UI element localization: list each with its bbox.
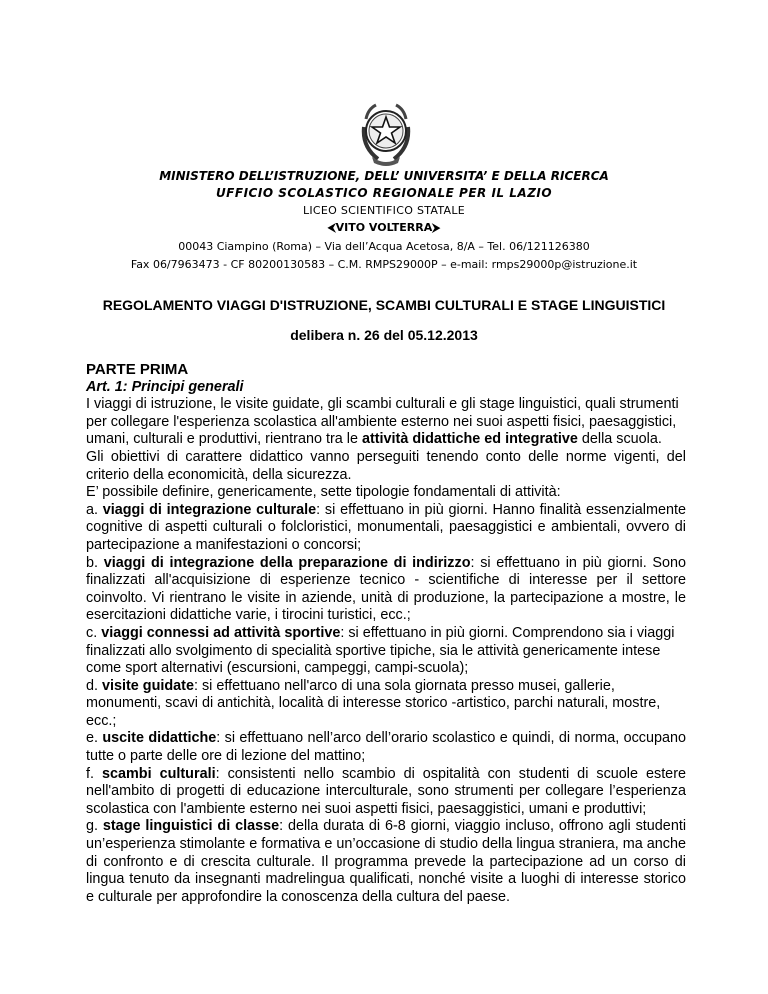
regional-office-line: UFFICIO SCOLASTICO REGIONALE PER IL LAZIO [215, 186, 553, 200]
ministry-line: MINISTERO DELL’ISTRUZIONE, DELL’ UNIVERSITA’ E DELLA RICERCA [159, 169, 609, 183]
right-angle-icon: ⮞ [432, 221, 441, 234]
document-title [0, 298, 768, 314]
article-heading: Art. 1: Principi generali [86, 378, 244, 395]
list-item: a. viaggi di integrazione culturale: si effettuano in più giorni. Hanno finalità essenzialmente cognitive di aspetti culturali o folcloristici, monumentali, paesaggistici e ambientali, ovvero di partecipazione a manifestazioni o concorsi; [86, 501, 686, 553]
list-item: c. viaggi connessi ad attività sportive: si effettuano in più giorni. Comprendono sia i viaggi finalizzati allo svolgimento di specialità sportive tipiche, sia le attività genericamente intese come sport alternativi (escursioni, campeggi, campi-scuola); [86, 624, 675, 677]
title-text: REGOLAMENTO VIAGGI D'ISTRUZIONE, SCAMBI CULTURALI E STAGE LINGUISTICI [102, 297, 666, 313]
resolution-line: delibera n. 26 del 05.12.2013 [290, 327, 478, 343]
school-name-line [0, 221, 768, 235]
paragraph-3: E’ possibile definire, genericamente, sette tipologie fondamentali di attività: [86, 484, 561, 501]
document-body [86, 361, 686, 906]
part-heading: PARTE PRIMA [86, 361, 189, 378]
list-item: g. stage linguistici di classe: della durata di 6-8 giorni, viaggio incluso, offrono agli studenti un’esperienza stimolante e formativa e un’occasione di studio della lingua straniera, ma anche di confronto e di crescita culturale. Il programma prevede la partecipazione ad un corso di lingua tenuto da insegnanti madrelingua qualificati, nonché visite a luoghi di interesse storico e culturale per approfondire la conoscenza della cultura del paese. [86, 818, 687, 905]
left-angle-icon: ⮜ [327, 221, 336, 234]
school-type-line: LICEO SCIENTIFICO STATALE [302, 204, 466, 217]
paragraph-2: Gli obiettivi di carattere didattico vanno perseguiti tenendo conto delle norme vigenti, del criterio della economicità, della sicurezza. [86, 448, 686, 483]
bold-term: attività didattiche ed integrative [361, 431, 578, 448]
list-item: e. uscite didattiche: si effettuano nell’arco dell’orario scolastico e quindi, di norma, occupano tutte o parte delle ore di lezione del mattino; [86, 730, 687, 765]
school-name: VITO VOLTERRA [335, 221, 433, 234]
contacts-line: Fax 06/7963473 - CF 80200130583 – C.M. RMPS29000P – e-mail: rmps29000p@istruzione.it [130, 258, 638, 271]
paragraph-1: I viaggi di istruzione, le visite guidate, gli scambi culturali e gli stage linguistici, quali strumenti per collegare l'esperienza scolastica all'ambiente esterno nei suoi aspetti fisici, paesaggistici, umani, culturali e produttivi, rientrano tra le attività didattiche ed integrative della scuola. [86, 396, 679, 448]
list-item: f. scambi culturali: consistenti nello scambio di ospitalità con studenti di scuole estere nell'ambito di progetti di educazione interculturale, sono strumenti per collegare l’esperienza scolastica con l'ambiente esterno nei suoi aspetti fisici, paesaggistici, umani e produttivi; [86, 765, 686, 817]
list-item: b. viaggi di integrazione della preparazione di indirizzo: si effettuano in più giorni. Sono finalizzati all'acquisizione di esperienze tecnico - scientifiche di interesse per il settore coinvolto. Vi rientrano le visite in aziende, unità di produzione, la partecipazione a mostre, le esercitazioni didattiche varie, i tirocini turistici, ecc.; [86, 554, 687, 624]
emblem-of-italy-icon [354, 97, 418, 169]
address-line: 00043 Ciampino (Roma) – Via dell’Acqua Acetosa, 8/A – Tel. 06/121126380 [178, 240, 590, 253]
list-item: d. visite guidate: si effettuano nell'arco di una sola giornata presso musei, gallerie, monumenti, scavi di antichità, località di interesse storico -artistico, parchi naturali, mostre, ecc.; [86, 677, 661, 729]
